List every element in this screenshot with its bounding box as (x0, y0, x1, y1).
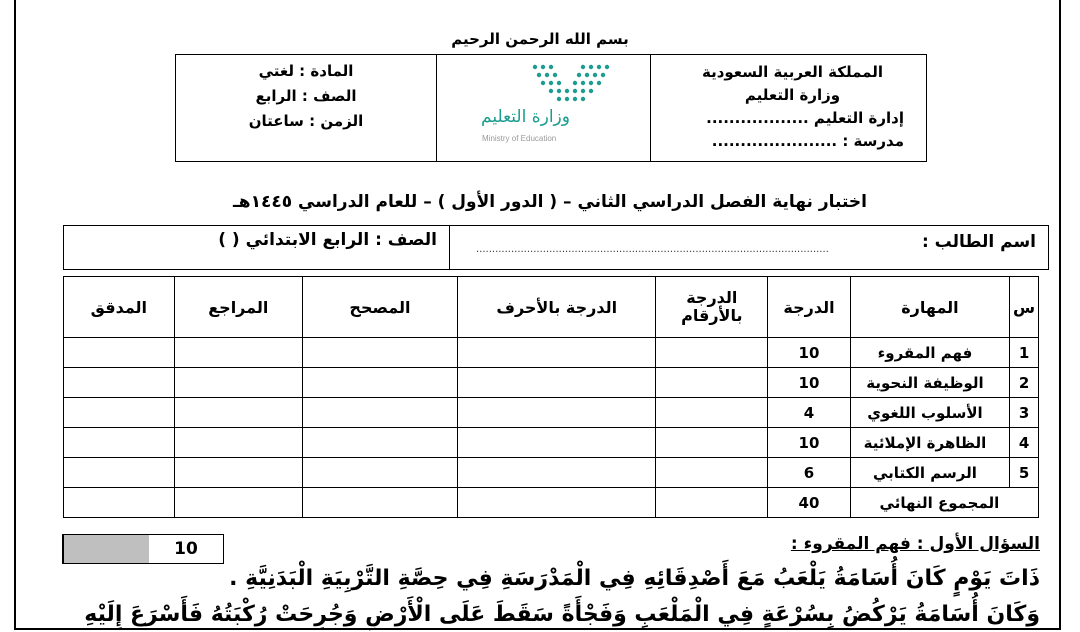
grade-label: الصف : الرابع (255, 87, 357, 105)
row-grade: 10 (768, 428, 851, 458)
table-row (64, 368, 1039, 398)
reviewer-cell[interactable] (174, 428, 302, 458)
row-number: 2 (1010, 368, 1039, 398)
ministry-logo-dots-icon (525, 59, 615, 105)
auditor-cell[interactable] (64, 338, 175, 368)
header-reviewer: المراجع (174, 277, 302, 338)
exam-title: اختبار نهاية الفصل الدراسي الثاني – ( الدور الأول ) – للعام الدراسي ١٤٤٥هـ (233, 192, 867, 212)
total-label: المجموع النهائي (850, 488, 1038, 518)
header-auditor: المدقق (64, 277, 175, 338)
row-number: 4 (1010, 428, 1039, 458)
grade-numbers-cell[interactable] (656, 338, 768, 368)
auditor-cell[interactable] (64, 458, 175, 488)
corrector-cell[interactable] (302, 338, 457, 368)
reviewer-cell[interactable] (174, 338, 302, 368)
student-name-dots: ............................................................................................................... (476, 244, 829, 255)
question1-score-blank[interactable] (63, 535, 149, 563)
bismillah: بسم الله الرحمن الرحيم (451, 30, 629, 48)
passage-line-2-clip (30, 598, 1040, 627)
row-grade: 6 (768, 458, 851, 488)
header-subject-block (176, 55, 436, 161)
header-grade-letters: الدرجة بالأحرف (457, 277, 656, 338)
table-row (64, 338, 1039, 368)
header-grade-numbers: الدرجة بالأرقام (656, 277, 768, 338)
class-cell: الصف : الرابع الابتدائي ( ) (218, 230, 437, 250)
header-grade: الدرجة (768, 277, 851, 338)
header-q: س (1010, 277, 1039, 338)
header-skill: المهارة (850, 277, 1009, 338)
ministry-label: وزارة التعليم (744, 86, 841, 104)
total-grade-letters-cell[interactable] (457, 488, 656, 518)
row-skill: فهم المقروء (850, 338, 1009, 368)
education-admin-field: إدارة التعليم .................. (706, 109, 904, 127)
student-name-label: اسم الطالب : (921, 232, 1036, 252)
corrector-cell[interactable] (302, 458, 457, 488)
grade-numbers-cell[interactable] (656, 368, 768, 398)
header-ministry-block (650, 55, 926, 161)
row-grade: 4 (768, 398, 851, 428)
question1-score: 10 (174, 539, 198, 559)
row-skill: الظاهرة الإملائية (850, 428, 1009, 458)
grade-numbers-cell[interactable] (656, 458, 768, 488)
total-corrector-cell[interactable] (302, 488, 457, 518)
total-value: 40 (768, 488, 851, 518)
total-grade-numbers-cell[interactable] (656, 488, 768, 518)
reviewer-cell[interactable] (174, 398, 302, 428)
total-reviewer-cell[interactable] (174, 488, 302, 518)
time-label: الزمن : ساعتان (248, 112, 364, 130)
row-number: 1 (1010, 338, 1039, 368)
passage-line-1: ذَاتَ يَوْمٍ كَانَ أُسَامَةُ يَلْعَبُ مَعَ أَصْدِقَائِهِ فِي الْمَدْرَسَةِ فِي حِصَّةِ التَّرْبِيَةِ الْبَدَنِيَّةِ . (229, 566, 1040, 591)
table-header-row (64, 277, 1039, 338)
row-skill: الوظيفة النحوية (850, 368, 1009, 398)
grade-letters-cell[interactable] (457, 368, 656, 398)
logo-arabic-text: وزارة التعليم (481, 107, 570, 127)
header-corrector: المصحح (302, 277, 457, 338)
corrector-cell[interactable] (302, 398, 457, 428)
logo-english-text: Ministry of Education (482, 134, 557, 143)
table-row (64, 458, 1039, 488)
row-number: 5 (1010, 458, 1039, 488)
corrector-cell[interactable] (302, 428, 457, 458)
row-number: 3 (1010, 398, 1039, 428)
ministry-logo (436, 55, 650, 161)
grade-letters-cell[interactable] (457, 338, 656, 368)
grade-letters-cell[interactable] (457, 398, 656, 428)
table-row (64, 398, 1039, 428)
auditor-cell[interactable] (64, 368, 175, 398)
grade-letters-cell[interactable] (457, 458, 656, 488)
grades-table (63, 276, 1039, 518)
table-row (64, 428, 1039, 458)
question1-score-box (62, 534, 224, 564)
question1-title: السؤال الأول : فهم المقروء : (790, 534, 1040, 554)
reviewer-cell[interactable] (174, 368, 302, 398)
student-info-box (63, 225, 1049, 270)
row-grade: 10 (768, 368, 851, 398)
row-skill: الأسلوب اللغوي (850, 398, 1009, 428)
kingdom-label: المملكة العربية السعودية (701, 63, 884, 81)
header-box (175, 54, 927, 162)
auditor-cell[interactable] (64, 398, 175, 428)
auditor-cell[interactable] (64, 428, 175, 458)
passage-line-2: وَكَانَ أُسَامَةُ يَرْكُضُ بِسُرْعَةٍ فِي الْمَلْعَبِ وَفَجْأَةً سَقَطَ عَلَى الْأَرْضِ وَجُرِحَتْ رُكْبَتُهُ فَأَسْرَعَ إِلَيْهِ (84, 602, 1040, 627)
subject-label: المادة : لغتي (258, 62, 354, 80)
row-skill: الرسم الكتابي (850, 458, 1009, 488)
grade-letters-cell[interactable] (457, 428, 656, 458)
total-auditor-cell[interactable] (64, 488, 175, 518)
grade-numbers-cell[interactable] (656, 398, 768, 428)
table-total-row (64, 488, 1039, 518)
corrector-cell[interactable] (302, 368, 457, 398)
student-name-cell (449, 226, 1048, 269)
reviewer-cell[interactable] (174, 458, 302, 488)
grade-numbers-cell[interactable] (656, 428, 768, 458)
school-field: مدرسة : ...................... (711, 132, 904, 150)
row-grade: 10 (768, 338, 851, 368)
